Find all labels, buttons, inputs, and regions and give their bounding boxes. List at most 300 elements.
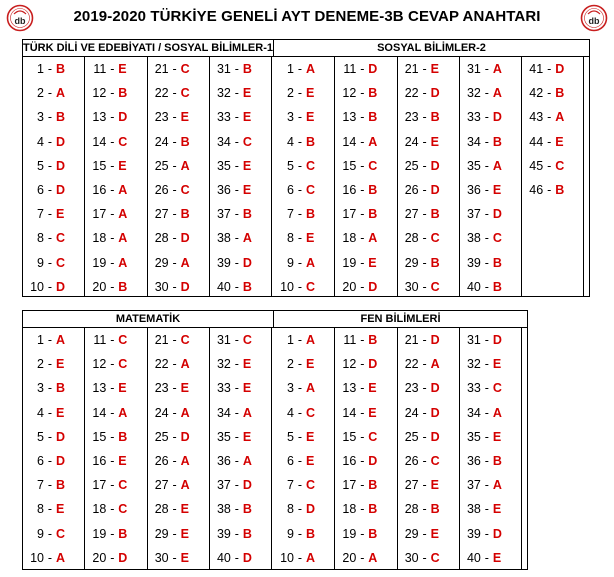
question-number: 12	[342, 357, 357, 372]
separator: -	[172, 502, 177, 517]
answer-item	[210, 154, 271, 178]
answer-item	[148, 425, 209, 449]
question-number: 29	[404, 255, 419, 270]
answer-item	[460, 130, 521, 154]
answer-item	[398, 473, 459, 497]
answer-letter: C	[56, 231, 66, 246]
answer-letter: D	[180, 429, 190, 444]
answer-letter: B	[180, 207, 190, 222]
question-number: 18	[92, 502, 107, 517]
answer-letter: A	[368, 550, 378, 565]
separator: -	[234, 526, 239, 541]
answer-letter: E	[306, 110, 315, 125]
question-number: 38	[466, 231, 481, 246]
separator: -	[47, 550, 53, 565]
separator: -	[484, 526, 489, 541]
answer-item	[273, 497, 334, 521]
answer-letter: C	[555, 158, 565, 173]
separator: -	[297, 207, 303, 222]
separator: -	[110, 357, 115, 372]
answer-letter: D	[430, 429, 440, 444]
question-number: 37	[216, 207, 231, 222]
answer-item	[273, 202, 334, 226]
separator: -	[360, 333, 365, 347]
question-number: 4	[37, 405, 44, 420]
answer-letter: E	[180, 110, 189, 125]
separator: -	[172, 158, 177, 173]
question-number: 31	[466, 62, 481, 76]
separator: -	[547, 62, 552, 76]
separator: -	[360, 231, 365, 246]
answer-item	[398, 178, 459, 202]
separator: -	[360, 158, 365, 173]
answer-item	[85, 425, 146, 449]
separator: -	[484, 478, 489, 493]
separator: -	[360, 405, 365, 420]
question-number: 27	[154, 207, 169, 222]
answer-letter: A	[180, 357, 190, 372]
answer-item	[460, 154, 521, 178]
separator: -	[297, 333, 303, 347]
answer-item	[148, 352, 209, 376]
separator: -	[110, 231, 115, 246]
answer-item	[210, 202, 271, 226]
answer-item	[273, 275, 334, 299]
question-number: 4	[287, 134, 294, 149]
answer-letter: A	[242, 231, 252, 246]
separator: -	[110, 550, 115, 565]
answer-item	[460, 425, 521, 449]
answer-key-top	[22, 39, 590, 297]
answer-item	[23, 178, 84, 202]
question-number: 16	[342, 454, 357, 468]
answer-item	[23, 275, 84, 299]
answer-item	[148, 497, 209, 521]
answer-letter: B	[306, 134, 316, 149]
question-number: 1	[287, 62, 294, 76]
answer-letter: E	[306, 86, 315, 101]
answer-item	[148, 81, 209, 105]
answer-letter: B	[555, 183, 565, 197]
answer-item	[210, 352, 271, 376]
answer-letter: C	[242, 333, 252, 347]
answer-item	[148, 57, 209, 81]
section-header: SOSYAL BİLİMLER-2	[273, 40, 589, 57]
answer-letter: E	[555, 134, 564, 149]
answer-column	[210, 328, 272, 569]
answer-item	[522, 130, 583, 154]
separator: -	[47, 454, 53, 468]
separator: -	[234, 231, 239, 246]
separator: -	[172, 405, 177, 420]
question-number: 31	[216, 333, 231, 347]
separator: -	[484, 502, 489, 517]
answer-column	[85, 328, 147, 569]
question-number: 21	[404, 62, 419, 76]
question-number: 15	[342, 158, 357, 173]
separator: -	[360, 526, 365, 541]
answer-item	[460, 497, 521, 521]
question-number: 27	[404, 478, 419, 493]
answer-item	[335, 202, 396, 226]
answer-letter: D	[430, 158, 440, 173]
answer-item	[85, 401, 146, 425]
separator: -	[172, 86, 177, 101]
answer-item	[148, 449, 209, 473]
separator: -	[360, 279, 365, 294]
answer-item	[335, 226, 396, 250]
answer-letter: C	[368, 429, 378, 444]
answer-item	[460, 473, 521, 497]
answer-item	[148, 105, 209, 129]
separator: -	[234, 86, 239, 101]
answer-item	[85, 81, 146, 105]
separator: -	[47, 502, 53, 517]
question-number: 36	[466, 183, 481, 197]
question-number: 28	[404, 502, 419, 517]
answer-item	[23, 473, 84, 497]
answer-item	[273, 449, 334, 473]
question-number: 26	[404, 183, 419, 197]
question-number: 19	[342, 526, 357, 541]
answer-letter: B	[555, 86, 565, 101]
answer-item	[148, 275, 209, 299]
question-number: 25	[404, 158, 419, 173]
answer-letter: B	[56, 110, 66, 125]
answer-letter: B	[492, 279, 502, 294]
answer-letter: B	[492, 255, 502, 270]
separator: -	[47, 134, 53, 149]
separator: -	[172, 255, 177, 270]
separator: -	[110, 110, 115, 125]
answer-letter: A	[306, 62, 316, 76]
answer-item	[335, 275, 396, 299]
separator: -	[172, 134, 177, 149]
separator: -	[422, 86, 427, 101]
answer-item	[335, 105, 396, 129]
question-number: 5	[37, 429, 44, 444]
separator: -	[110, 279, 115, 294]
question-number: 23	[154, 381, 169, 396]
separator: -	[422, 478, 427, 493]
answer-letter: A	[306, 333, 316, 347]
question-number: 22	[154, 357, 169, 372]
separator: -	[172, 183, 177, 197]
answer-letter: E	[306, 454, 315, 468]
answer-item	[273, 57, 334, 81]
answer-letter: E	[430, 62, 439, 76]
separator: -	[234, 333, 239, 347]
question-number: 13	[92, 110, 107, 125]
answer-letter: D	[430, 183, 440, 197]
answer-letter: E	[368, 381, 377, 396]
separator: -	[422, 62, 427, 76]
answer-letter: A	[555, 110, 565, 125]
separator: -	[360, 357, 365, 372]
separator: -	[110, 62, 115, 76]
question-number: 18	[342, 502, 357, 517]
question-number: 11	[93, 333, 107, 347]
answer-item	[273, 130, 334, 154]
answer-column	[23, 57, 85, 296]
separator: -	[234, 550, 239, 565]
separator: -	[47, 183, 53, 197]
separator: -	[484, 333, 489, 347]
separator: -	[110, 158, 115, 173]
logo-icon	[580, 4, 608, 32]
answer-letter: B	[492, 454, 502, 468]
question-number: 10	[30, 550, 44, 565]
question-number: 40	[216, 279, 231, 294]
answer-item	[460, 522, 521, 546]
question-number: 16	[92, 454, 107, 468]
separator: -	[422, 134, 427, 149]
question-number: 32	[466, 357, 481, 372]
question-number: 40	[216, 550, 231, 565]
separator: -	[297, 502, 303, 517]
question-number: 3	[37, 110, 44, 125]
answer-letter: A	[180, 478, 190, 493]
answer-item	[522, 57, 583, 81]
question-number: 40	[466, 279, 481, 294]
separator: -	[172, 110, 177, 125]
question-number: 32	[466, 86, 481, 101]
answer-item	[335, 130, 396, 154]
question-number: 14	[92, 405, 107, 420]
answer-letter: D	[492, 207, 502, 222]
answer-item	[148, 226, 209, 250]
separator: -	[110, 134, 115, 149]
answer-item	[460, 352, 521, 376]
separator: -	[172, 454, 177, 468]
answer-letter: B	[242, 62, 252, 76]
answer-letter: B	[368, 110, 378, 125]
separator: -	[484, 183, 489, 197]
question-number: 2	[37, 357, 44, 372]
answer-letter: D	[56, 158, 66, 173]
separator: -	[484, 550, 489, 565]
answer-letter: A	[180, 158, 190, 173]
answer-letter: E	[118, 454, 127, 468]
question-number: 37	[466, 207, 481, 222]
question-number: 29	[404, 526, 419, 541]
answer-item	[210, 522, 271, 546]
question-number: 1	[37, 333, 44, 347]
question-number: 13	[342, 110, 357, 125]
separator: -	[297, 429, 303, 444]
question-number: 9	[37, 526, 44, 541]
question-number: 27	[404, 207, 419, 222]
answer-letter: D	[56, 429, 66, 444]
section-header: FEN BİLİMLERİ	[273, 311, 527, 328]
answer-item	[148, 178, 209, 202]
answer-letter: A	[492, 405, 502, 420]
answer-letter: A	[492, 478, 502, 493]
separator: -	[297, 526, 303, 541]
answer-letter: A	[118, 255, 128, 270]
answer-item	[23, 401, 84, 425]
answer-letter: B	[118, 279, 128, 294]
question-number: 27	[154, 478, 169, 493]
answer-letter: A	[180, 255, 190, 270]
answer-item	[335, 251, 396, 275]
answer-item	[460, 275, 521, 299]
answer-letter: A	[180, 405, 190, 420]
answer-item	[23, 328, 84, 352]
answer-letter: E	[242, 86, 252, 101]
question-number: 26	[154, 183, 169, 197]
answer-item	[398, 352, 459, 376]
answer-letter: A	[368, 231, 378, 246]
answer-item	[148, 522, 209, 546]
answer-column	[460, 57, 522, 296]
page-title: 2019-2020 TÜRKİYE GENELİ AYT DENEME-3B CEVAP ANAHTARI	[73, 8, 541, 25]
answer-item	[210, 425, 271, 449]
separator: -	[47, 357, 53, 372]
answer-letter: D	[180, 279, 190, 294]
separator: -	[297, 158, 303, 173]
answer-letter: C	[430, 279, 440, 294]
answer-letter: A	[118, 231, 128, 246]
question-number: 35	[466, 429, 481, 444]
question-number: 17	[342, 478, 357, 493]
answer-item	[85, 328, 146, 352]
separator: -	[47, 381, 53, 396]
separator: -	[47, 478, 53, 493]
answer-letter: E	[306, 231, 315, 246]
separator: -	[360, 207, 365, 222]
question-number: 4	[37, 134, 44, 149]
answer-item	[85, 154, 146, 178]
answer-item	[398, 154, 459, 178]
answer-item	[398, 522, 459, 546]
separator: -	[234, 429, 239, 444]
answer-letter: B	[242, 526, 252, 541]
separator: -	[172, 550, 177, 565]
answer-letter: B	[56, 381, 66, 396]
separator: -	[297, 231, 303, 246]
separator: -	[484, 255, 489, 270]
question-number: 33	[466, 381, 481, 396]
question-number: 39	[466, 526, 481, 541]
question-number: 14	[342, 134, 357, 149]
separator: -	[47, 429, 53, 444]
question-number: 19	[342, 255, 357, 270]
answer-letter: C	[306, 405, 316, 420]
answer-item	[23, 251, 84, 275]
answer-item	[210, 473, 271, 497]
question-number: 19	[92, 526, 107, 541]
answer-item	[398, 275, 459, 299]
question-number: 35	[466, 158, 481, 173]
separator: -	[110, 405, 115, 420]
answer-letter: E	[118, 62, 127, 76]
separator: -	[172, 333, 177, 347]
answer-item	[210, 226, 271, 250]
answer-item	[398, 546, 459, 570]
answer-letter: D	[492, 110, 502, 125]
question-number: 33	[216, 110, 231, 125]
separator: -	[110, 478, 115, 493]
question-number: 17	[92, 207, 107, 222]
logo-letters: db	[588, 16, 600, 26]
answer-letter: B	[368, 207, 378, 222]
answer-item	[273, 81, 334, 105]
separator: -	[234, 279, 239, 294]
separator: -	[110, 429, 115, 444]
answer-item	[335, 57, 396, 81]
answer-item	[85, 522, 146, 546]
answer-letter: A	[56, 86, 66, 101]
question-number: 16	[342, 183, 357, 197]
separator: -	[172, 429, 177, 444]
separator: -	[422, 454, 427, 468]
answer-letter: E	[492, 183, 502, 197]
answer-column	[23, 328, 85, 569]
separator: -	[484, 134, 489, 149]
answer-item	[335, 178, 396, 202]
separator: -	[360, 429, 365, 444]
answer-item	[85, 449, 146, 473]
answer-item	[23, 130, 84, 154]
answer-item	[210, 376, 271, 400]
answer-item	[398, 251, 459, 275]
question-number: 20	[342, 550, 357, 565]
answer-item	[210, 81, 271, 105]
separator: -	[422, 526, 427, 541]
separator: -	[360, 62, 365, 76]
question-number: 7	[287, 478, 294, 493]
question-number: 37	[466, 478, 481, 493]
question-number: 28	[154, 502, 169, 517]
answer-item	[23, 522, 84, 546]
separator: -	[172, 231, 177, 246]
answer-letter: B	[430, 502, 440, 517]
question-number: 39	[216, 255, 231, 270]
separator: -	[547, 134, 552, 149]
question-number: 13	[92, 381, 107, 396]
answer-letter: C	[118, 502, 128, 517]
answer-letter: D	[180, 231, 190, 246]
answer-item	[335, 546, 396, 570]
separator: -	[360, 86, 365, 101]
answer-letter: B	[306, 526, 316, 541]
answer-letter: D	[56, 183, 66, 197]
answer-item	[23, 352, 84, 376]
question-number: 15	[92, 158, 107, 173]
question-number: 29	[154, 526, 169, 541]
answer-letter: D	[430, 333, 440, 347]
answer-letter: A	[368, 134, 378, 149]
answer-item	[273, 226, 334, 250]
answer-item	[273, 473, 334, 497]
answer-item	[398, 130, 459, 154]
question-number: 1	[287, 333, 294, 347]
question-number: 43	[529, 110, 544, 125]
answer-item	[273, 154, 334, 178]
question-number: 44	[529, 134, 544, 149]
answer-letter: C	[118, 134, 128, 149]
separator: -	[547, 158, 552, 173]
answer-letter: D	[118, 110, 128, 125]
answer-letter: C	[306, 158, 316, 173]
separator: -	[422, 255, 427, 270]
answer-item	[335, 352, 396, 376]
question-number: 3	[287, 381, 294, 396]
separator: -	[172, 381, 177, 396]
answer-letter: B	[118, 526, 128, 541]
question-number: 39	[216, 526, 231, 541]
